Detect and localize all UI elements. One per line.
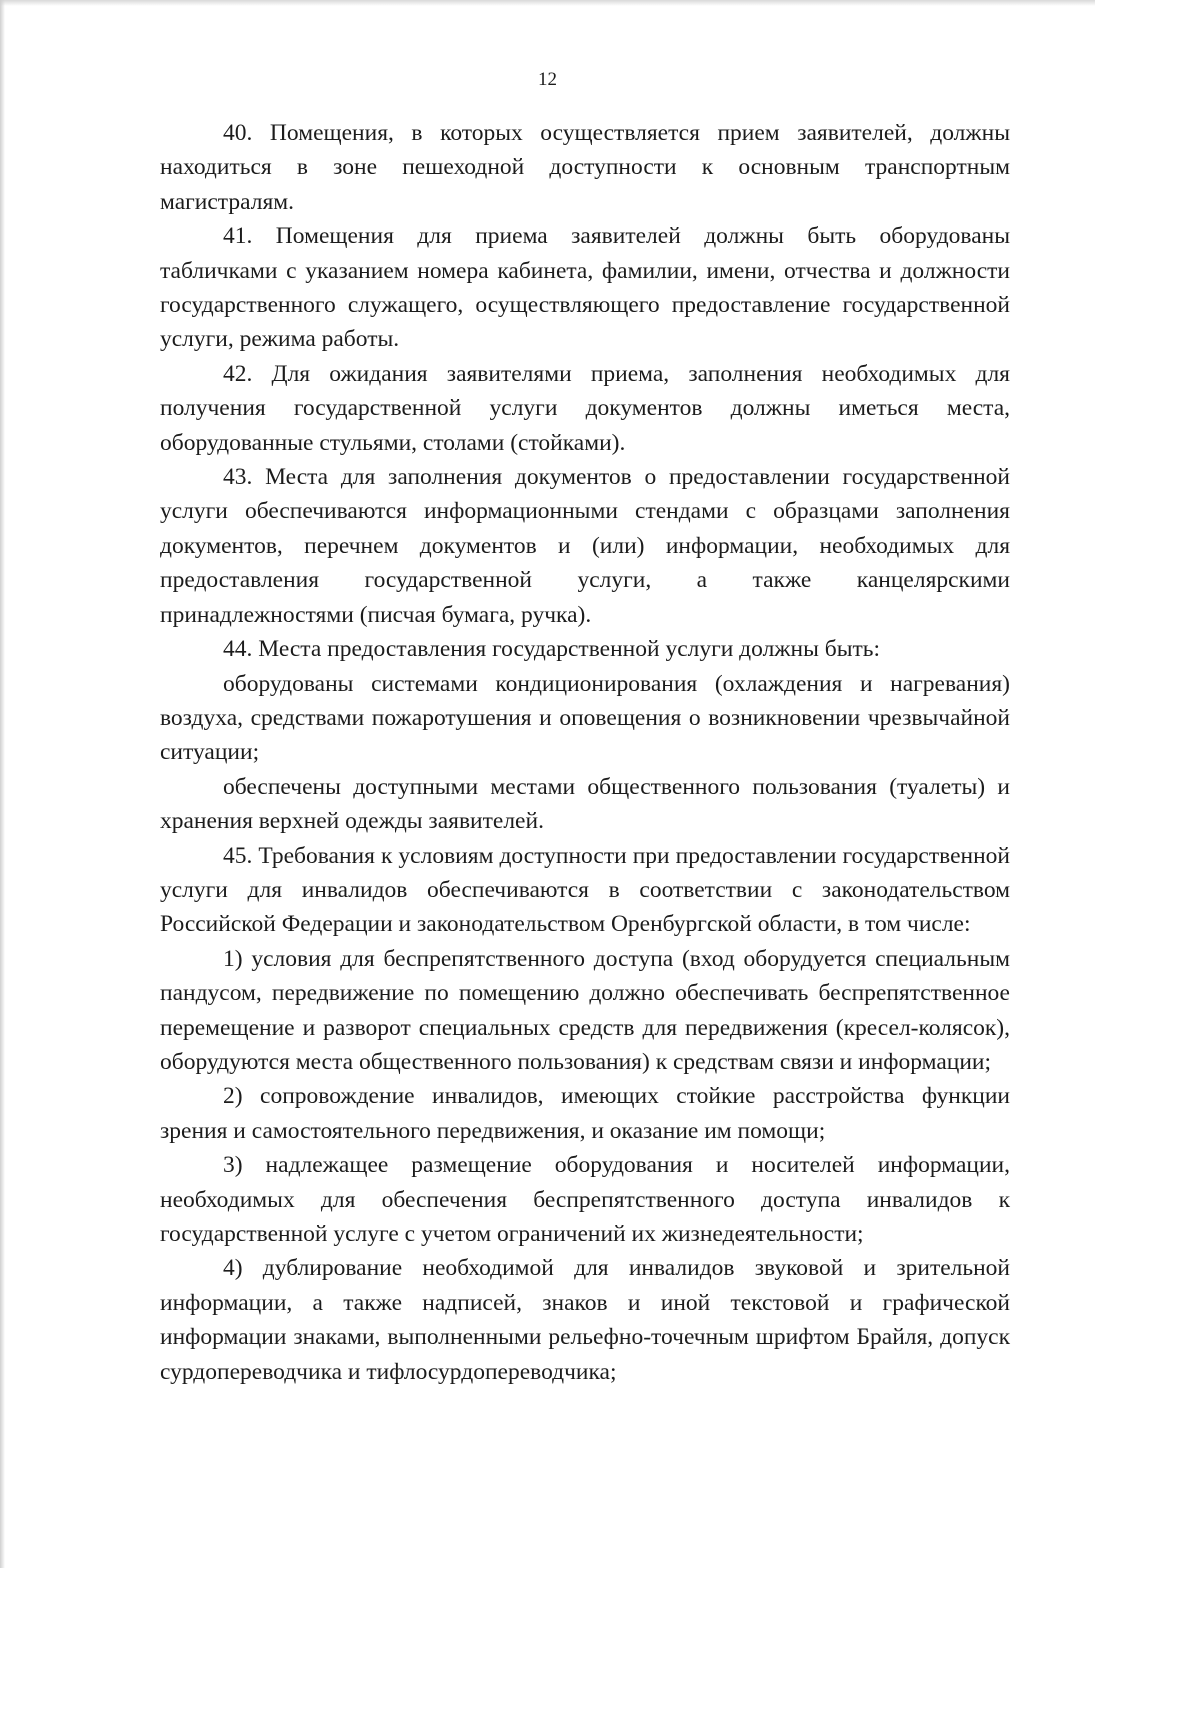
- paragraph-45-item-4: 4) дублирование необходимой для инвалидов звуковой и зрительной информации, а также надписей, знаков и иной текстовой и графической информации знаками, выполненными рельефно-точечным шрифтом Брайля, допуск сурдопереводчика и тифлосурдопереводчика;: [160, 1255, 1010, 1385]
- page-number: 12: [538, 69, 557, 90]
- paragraph-43: 43. Места для заполнения документов о предоставлении государственной услуги обеспечиваются информационными стендами с образцами заполнения документов, перечнем документов и (или) информации, необходимых для предоставления государственной услуги, а также канцелярскими принадлежностями (писчая бумага, ручка).: [160, 464, 1010, 628]
- paragraph-41: 41. Помещения для приема заявителей должны быть оборудованы табличками с указанием номера кабинета, фамилии, имени, отчества и должности государственного служащего, осуществляющего предоставление государственной услуги, режима работы.: [160, 223, 1010, 353]
- scan-edge-top: [0, 0, 1095, 6]
- paragraph-42: 42. Для ожидания заявителями приема, заполнения необходимых для получения государственной услуги документов должны иметься места, оборудованные стульями, столами (стойками).: [160, 360, 1010, 456]
- scan-edge-left: [0, 0, 5, 1568]
- paragraph-44: 44. Места предоставления государственной услуги должны быть:: [223, 636, 881, 663]
- paragraph-45-item-2: 2) сопровождение инвалидов, имеющих стойкие расстройства функции зрения и самостоятельного передвижения, и оказание им помощи;: [160, 1083, 1010, 1144]
- paragraph-45-item-3: 3) надлежащее размещение оборудования и носителей информации, необходимых для обеспечения беспрепятственного доступа инвалидов к государственной услуге с учетом ограничений их жизнедеятельности;: [160, 1152, 1010, 1247]
- paragraph-45-item-1: 1) условия для беспрепятственного доступа (вход оборудуется специальным пандусом, передвижение по помещению должно обеспечивать беспрепятственное перемещение и разворот специальных средств для передвижения (кресел-колясок), оборудуются места общественного пользования) к средствам связи и информации;: [160, 945, 1010, 1075]
- paragraph-44-item-1: оборудованы системами кондиционирования (охлаждения и нагревания) воздуха, средствами пожаротушения и оповещения о возникновении чрезвычайной ситуации;: [160, 670, 1010, 766]
- paragraph-44-item-2: обеспечены доступными местами общественного пользования (туалеты) и хранения верхней одежды заявителей.: [160, 773, 1010, 835]
- paragraph-40: 40. Помещения, в которых осуществляется прием заявителей, должны находиться в зоне пешеходной доступности к основным транспортным магистралям.: [160, 120, 1010, 215]
- document-body: [160, 116, 1010, 1389]
- paragraph-45: 45. Требования к условиям доступности при предоставлении государственной услуги для инвалидов обеспечиваются в соответствии с законодательством Российской Федерации и законодательством Оренбургской области, в том числе:: [160, 842, 1010, 938]
